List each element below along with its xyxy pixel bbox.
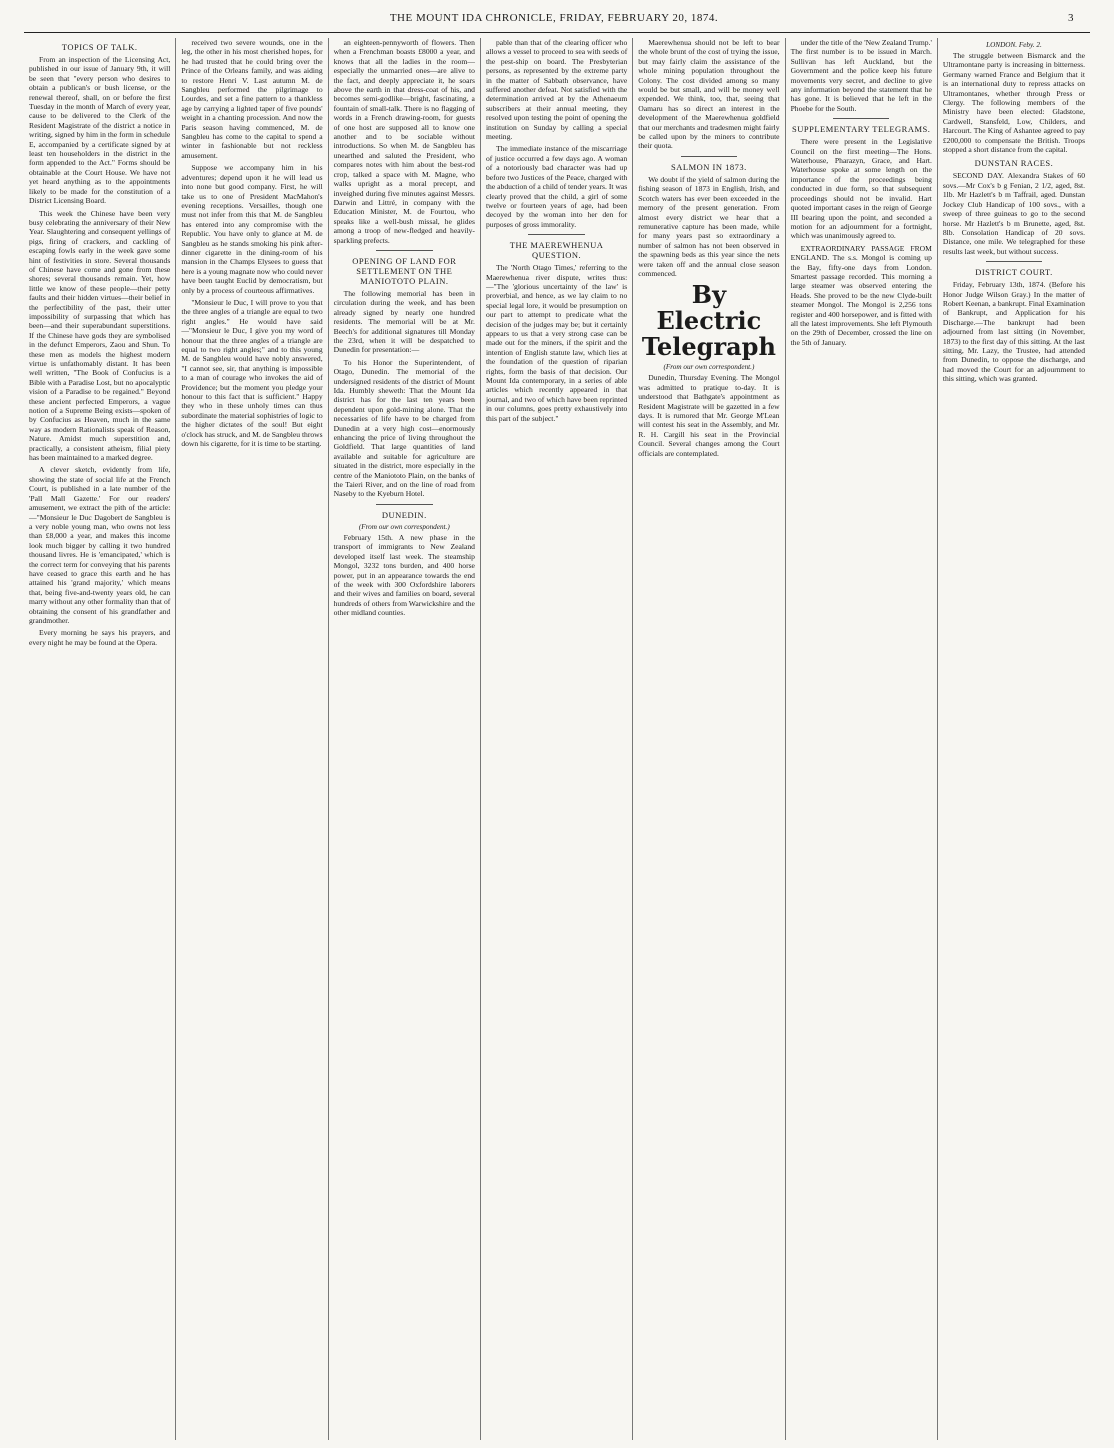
- columns: [24, 38, 1090, 1440]
- article-paragraph: The 'North Otago Times,' referring to the Maerewhenua river dispute, writes thus:—"The 'glorious uncertainty of the law' is proverbial, and hence, as we lay claim to no special legal lore, it would be presumption on our part to attempt to predicate what the decision of the judges may be; but it certainly appears to us that a very strong case can be made out for the miners, if the spirit and the intention of English statute law, which lies at the foundation of the question of riparian rights, form the basis of that decision. Our Mount Ida contemporary, in a series of able articles which recently appeared in that journal, and two of which have been reprinted in our columns, goes pretty exhaustively into this part of the subject.": [485, 263, 628, 423]
- masthead-rule: [24, 32, 1090, 33]
- article-paragraph: an eighteen-pennyworth of flowers. Then when a Frenchman boasts £8000 a year, and knows that all the ladies in the room—especially the unmarried ones—are alive to the fact, and deeply appreciate it, he soars above the earth in that dress-coat of his, and becomes semi-godlike—bright, fascinating, a fountain of small-talk. There is no flagging of words in a French drawing-room, for guests of one host are supposed all to know one another and to be sociable without introductions. So when M. de Sangbleu has unearthed and saluted the President, who compares notes with him about the best-rod crop, talked a space with M. Magne, who walks upright as a moral precept, and inveighed during five minutes against Messrs. Darwin and Littré, in company with the Education Minister, M. de Fourtou, who speaks like a well-bush missal, he glides among a troop of new-fledged and heavily-sparkling prefects.: [333, 38, 475, 245]
- masthead: [40, 10, 1074, 26]
- separator: [376, 250, 433, 251]
- column-7: [938, 38, 1090, 1440]
- separator: [833, 118, 890, 119]
- masthead-title: THE MOUNT IDA CHRONICLE, FRIDAY, FEBRUARY 20, 1874.: [389, 12, 719, 24]
- separator: [986, 261, 1043, 262]
- headline-dunstan-races: DUNSTAN RACES.: [974, 158, 1054, 169]
- article-paragraph: Maerewhenua should not be left to bear the whole brunt of the cost of trying the issue, but may fairly claim the assistance of the whole mining population throughout the Colony. The cost divided among so many would be but small, and will be money well expended. We think, too, that, seeing that Oamaru has so direct an interest in the development of the Maerewhenua goldfield that our merchants and tradesmen might fairly be called upon by the miners to contribute their quota.: [638, 38, 780, 151]
- article-paragraph: SECOND DAY. Alexandra Stakes of 60 sovs.—Mr Cox's b g Fenian, 2 1/2, aged, 8st. 1lb. Mr Hazlett's b m Taffrail, aged. Dunstan Jockey Club Handicap of 100 sovs., with a sweep of three guineas to go to the second horse. Mr Hazlett's b m Brunette, aged, 8st. 8lb. Consolation Handicap of 20 sovs. Distance, one mile. We telegraphed for these results last week, but without success.: [942, 171, 1086, 256]
- article-paragraph: A clever sketch, evidently from life, showing the state of social life at the French Court, is published in a late number of the 'Pall Mall Gazette.' For our readers' amusement, we extract the pith of the article:—"Monsieur le Duc Dagobert de Sangbleu is a very noble young man, who owns not less than £8,000 a year, and makes this income look much bigger by calling it two hundred thousand livres. He is 'emancipated,' which is the correct term for conveying that his parents have ceased to grace this earth and he has attained his 'grand majority,' which means that, being five-and-twenty years old, he can marry without any other formality than that of obtaining the consent of his grandfather and grandmother.: [29, 465, 171, 625]
- article-paragraph: Friday, February 13th, 1874. (Before his Honor Judge Wilson Gray.) In the matter of Robert Keenan, a bankrupt. Final Examination of Bankrupt, and Application for his Discharge.—The bankrupt had been adjourned from last sitting (in November, 1873) to the first day of this sitting. At the last sitting, Mr. Lazy, the Trustee, had attended from Dunedin, to oppose the discharge, and had moved the Court for an adjournment to this sitting, which was granted.: [942, 280, 1086, 384]
- headline-supplementary: SUPPLEMENTARY TELEGRAMS.: [792, 124, 931, 135]
- article-paragraph: received two severe wounds, one in the leg, the other in his most cherished hopes, for he had trusted that he could bring over the Prince of the Orleans family, and was aiding to restore Henri V. Last autumn M. de Sangbleu performed the pilgrimage to Lourdes, and set a fine pattern to a thankless age by carrying a lighted taper of five pounds' weight in a chanting procession. And now the Paris season having commenced, M. de Sangbleu has come to the capital to spend a winter in fashionable but not reckless amusement.: [181, 38, 323, 160]
- headline-salmon: SALMON IN 1873.: [671, 161, 747, 172]
- article-paragraph: Suppose we accompany him in his adventures; depend upon it he will lead us into none but good company. First, he will take us to one of President MacMahon's evening receptions. Versailles, though one must not infer from this that M. de Sangbleu has entered into any compromise with the Republic. You have only to glance at M. de Sangbleu as he stands smoking his pink after-dinner cigarette in the dining-room of his mansion in the Champs Elysees to guess that here is a young magnate now who could never have been taught Euclid by democratism, but only by a process of courteous affirmatives.: [181, 163, 323, 295]
- column-4: [481, 38, 633, 1440]
- byline: (From our own correspondent.): [358, 522, 450, 531]
- headline-maerewhenua: THE MAEREWHENUA QUESTION.: [509, 240, 604, 261]
- headline-topics: TOPICS OF TALK.: [61, 42, 138, 52]
- article-paragraph: To his Honor the Superintendent, of Otago, Dunedin. The memorial of the undersigned residents of the district of Mount Ida. Humbly sheweth: That the Mount Ida district has for the last ten years been dependent upon gold-mining alone. That the necessaries of life have to be charged from Dunedin at a very high cost—enormously enhancing the price of living throughout the Goldfield. That large quantities of land available and suitable for agriculture are situated in the district, more especially in the centre of the Maniototo Plain, on the banks of the Taieri River, and on the line of road from Naseby to the Kyeburn Hotel.: [333, 357, 475, 499]
- article-paragraph: EXTRAORDINARY PASSAGE FROM ENGLAND. The s.s. Mongol is coming up the Bay, fifty-one days from London. Smartest passage recorded. This morning a large steamer was observed entering the Heads. She proved to be the new Clyde-built steamer Mongol. The Mongol is 2,256 tons register and 400 horsepower, and is fitted with all the latest improvements. She left Plymouth on the 29th of December, crossed the line on the 5th of January.: [790, 243, 932, 347]
- separator: [681, 156, 738, 157]
- headline-opening-of-land: OPENING OF LAND FOR SETTLEMENT ON THE MANIOTOTO PLAIN.: [352, 255, 457, 286]
- article-paragraph: From an inspection of the Licensing Act, published in our issue of January 9th, it will be seen that "every person who desires to obtain a publican's or bush license, or the renewal thereof, shall, on or before the first Tuesday in the month of March of every year, cause to be delivered to the Clerk of the Resident Magistrate of the district a notice in writing, signed by him in the form in schedule E, accompanied by a certificate signed by at least ten householders in the district in the form appended to the Act." Forms should be obtainable at the Court House. We have not yet heard anything as to the appointments likely to be made for the constitution of a District Licensing Board.: [29, 55, 171, 206]
- article-paragraph: The immediate instance of the miscarriage of justice occurred a few days ago. A woman of a notoriously bad character was had up before two Justices of the Peace, charged with the abduction of a child of tender years. It was clearly proved that the child, a girl of some twelve or fourteen years of age, had been decoyed by the woman into her den for purposes of gross immorality.: [485, 144, 628, 229]
- column-3: [329, 38, 481, 1440]
- article-paragraph: There were present in the Legislative Council on the first meeting—The Hons. Waterhouse, Pharazyn, Grace, and Hart. Waterhouse spoke at some length on the importance of the proceedings being conducted in due form, so that subsequent proceedings should not be invalid. Hart quoted important cases in the reign of George III bearing upon the point, and seconded a motion for an adjournment for a fortnight, which was unanimously agreed to.: [790, 137, 932, 241]
- column-2: [176, 38, 328, 1440]
- article-paragraph: pable than that of the clearing officer who allows a vessel to proceed to sea with seeds of the pest-ship on board. The Presbyterian persons, as represented by the extreme party in the matter of Sabbath observance, have suffered another defeat. Not satisfied with the determination arrived at by the Athenaeum subscribers at their annual meeting, they resolved upon testing the point of opening the institution on Sunday by calling a special meeting.: [485, 38, 628, 142]
- article-paragraph: The following memorial has been in circulation during the week, and has been already signed by nearly one hundred residents. The memorial will be at Mr. Beech's for additional signatures till Monday the 23rd, when it will be despatched to Dunedin for presentation:—: [333, 288, 475, 355]
- article-paragraph: The struggle between Bismarck and the Ultramontane party is increasing in bitterness. Germany warned France and Belgium that it is an international duty to repress attacks on Ultramontanes, whether through Press or Clergy. The following members of the Ministry have been elected: Gladstone, Cardwell, Stansfeld, Low, Childers, and Harcourt. The King of Ashantee agreed to pay £200,000 to compensate the British. Troops stopped a short distance from the capital.: [942, 51, 1086, 155]
- article-paragraph: We doubt if the yield of salmon during the fishing season of 1873 in English, Irish, and Scotch waters has ever been exceeded in the memory of the present generation. From almost every district we hear that a remunerative capture has been made, while for many years past so extraordinary a number of salmon has not been observed in the spawning beds as this year since the nets were taken off and the annual close season commenced.: [638, 174, 780, 278]
- article-paragraph: This week the Chinese have been very busy celebrating the anniversary of their New Year. Slaughtering and consequent yellings of pigs, firing of crackers, and cackling of escaping fowls early in the week gave some hint of festivities in store. Several thousands of Chinese have come and gone from these shores; several thousands remain. Yet, how little we know of these people—their petty faults and their hidden virtues—their belief in the perfectibility of the past, their utter impossibility of surpassing that which has been—and their superabundant superstitions. If the Chinese have gods they are symbolised in the defunct Emperors, Zaou and Shun. To these men as models the highest modern virtue is unfathomably distant. It has been well written, "The Book of Confucius is a Bible with a Paradise Lost, but no apocalyptic vision of a Paradise to be regained." Beyond these ancient perfected Emperors, a vague notion of a Supreme Being exists—spoken of by Confucius as Heaven, much in the same way as modern Rationalists speak of Reason, Nature. Amidst much superstition and, practically, a consistent atheism, filial piety has been maintained to a marked degree.: [29, 208, 171, 463]
- article-paragraph: Every morning he says his prayers, and every night he may be found at the Opera.: [29, 628, 171, 647]
- page-number: 3: [1068, 12, 1074, 24]
- dateline-london: LONDON. Feby. 2.: [986, 41, 1042, 49]
- separator: [376, 504, 433, 505]
- article-paragraph: "Monsieur le Duc, I will prove to you that the three angles of a triangle are equal to two right angles." He would have said—"Monsieur le Duc, I give you my word of honour that the three angles of a triangle are equal to two right angles;" and to this young M. de Sangbleu would have nobly answered, "I cannot see, sir, that anything is impossible to a man of courage who invokes the aid of Providence; but the moment you pledge your honour to this fact that is sufficient." Happy they who in these unholy times can thus subordinate the material sophistries of logic to the higher dictates of the soul! But eight o'clock has struck, and M. de Sangbleu throws down his cigarette, for it is time to be starting.: [181, 297, 323, 449]
- article-paragraph: under the title of the 'New Zealand Trump.' The first number is to be issued in March. Sullivan has left Auckland, but the Government and the police keep his future movements very secret, and decline to give any information beyond the statement that he has gone. It is believed that he left in the Phoebe for the South.: [790, 38, 932, 113]
- separator: [528, 234, 585, 235]
- byline: (From our own correspondent.): [663, 363, 755, 372]
- article-paragraph: Dunedin, Thursday Evening. The Mongol was admitted to pratique to-day. It is understood that Bathgate's appointment as Resident Magistrate will be gazetted in a few days. It is rumored that Mr. George M'Lean will contest his seat in the Assembly, and Mr. R. H. Cargill his seat in the Provincial Council. Several changes among the Court officials are contemplated.: [638, 373, 780, 458]
- column-5: [633, 38, 785, 1440]
- headline-electric-telegraph: By Electric Telegraph: [641, 280, 776, 362]
- headline-district-court: DISTRICT COURT.: [975, 267, 1053, 278]
- article-paragraph: February 15th. A new phase in the transport of immigrants to New Zealand developed itself last week. The steamship Mongol, 3232 tons burden, and 400 horse power, put in an appearance towards the end of the week with 300 Oxfordshire laborers and their wives and families on board, several hundreds of others from Warwickshire and the other midland counties.: [333, 532, 475, 618]
- headline-dunedin: DUNEDIN.: [381, 509, 427, 520]
- column-6: [786, 38, 938, 1440]
- column-1: [24, 38, 176, 1440]
